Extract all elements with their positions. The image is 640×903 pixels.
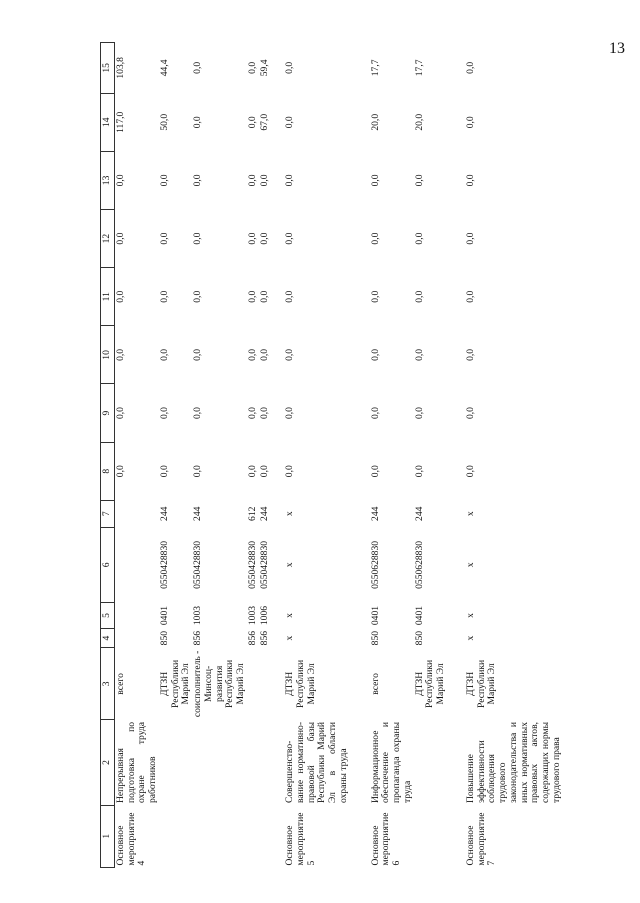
expense-code-cell: 244 xyxy=(158,506,170,521)
table-row xyxy=(115,43,159,868)
value-cell-col-10: 0,0 xyxy=(246,348,258,361)
table-row xyxy=(465,43,563,868)
value-cell-col-10: 0,0 xyxy=(258,348,270,361)
value-cell-col-11: 0,0 xyxy=(369,290,381,303)
section-code-cell: 1006 xyxy=(258,605,270,626)
executor-cell: всего xyxy=(369,673,381,695)
value-cell-col-15: 0,0 xyxy=(246,61,258,74)
value-cell-col-9: 0,0 xyxy=(284,407,296,420)
column-header-10: 10 xyxy=(101,326,115,384)
expense-code-cell: 612 xyxy=(246,506,258,521)
target-code-cell: х xyxy=(464,562,476,568)
value-cell-col-15: 0,0 xyxy=(284,61,296,74)
measure-cell: Основное мероприятие 6 xyxy=(369,812,403,866)
column-header-7: 7 xyxy=(101,500,115,527)
measure-cell: Основное мероприятие 5 xyxy=(284,812,317,866)
page-number: 13 xyxy=(609,40,625,57)
section-code-cell: 1003 xyxy=(192,605,204,626)
measure-cell xyxy=(192,805,247,867)
executor-cell: ДТЗН Республики Марий Эл xyxy=(284,659,317,708)
expense-code-cell: х xyxy=(284,511,296,517)
value-cell-col-9: 0,0 xyxy=(464,407,476,420)
expense-code-cell: 244 xyxy=(413,506,425,521)
column-header-1: 1 xyxy=(101,805,115,867)
target-code-cell: 0550628830 xyxy=(413,540,425,589)
column-header-9: 9 xyxy=(101,384,115,442)
section-code-cell: 0401 xyxy=(158,605,170,626)
value-cell-col-15: 0,0 xyxy=(192,61,204,74)
value-cell-col-14: 50,0 xyxy=(158,113,170,131)
value-cell-col-15: 59,4 xyxy=(258,59,270,77)
value-cell-col-9: 0,0 xyxy=(115,407,126,420)
section-code-cell: х xyxy=(284,613,296,618)
value-cell-col-11: 0,0 xyxy=(115,290,126,303)
executor-cell xyxy=(259,648,271,720)
executor-cell: ДТЗН Республики Марий Эл xyxy=(413,659,447,708)
value-cell-col-15: 17,7 xyxy=(369,59,381,77)
row-spacer xyxy=(447,43,465,868)
value-cell-col-11: 0,0 xyxy=(192,290,204,303)
section-code-cell: х xyxy=(464,613,476,618)
value-cell-col-8: 0,0 xyxy=(413,465,425,478)
target-code-cell: 0550428830 xyxy=(258,540,270,589)
value-cell-col-13: 0,0 xyxy=(464,174,476,187)
value-cell-col-12: 0,0 xyxy=(115,232,126,245)
column-header-5: 5 xyxy=(101,603,115,629)
measure-cell: Основное мероприятие 7 xyxy=(464,812,498,866)
value-cell-col-10: 0,0 xyxy=(284,348,296,361)
table-row xyxy=(259,43,271,868)
value-cell-col-11: 0,0 xyxy=(158,290,170,303)
value-cell-col-13: 0,0 xyxy=(369,174,381,187)
column-header-2: 2 xyxy=(101,720,115,805)
grbs-code-cell: 856 xyxy=(258,630,270,646)
value-cell-col-9: 0,0 xyxy=(413,407,425,420)
table-row xyxy=(192,43,247,868)
value-cell-col-9: 0,0 xyxy=(192,407,204,420)
value-cell-col-14: 117,0 xyxy=(115,111,126,133)
value-cell-col-8: 0,0 xyxy=(115,465,126,478)
section-code-cell: 0401 xyxy=(413,605,425,626)
executor-cell: всего xyxy=(115,673,126,695)
expense-code-cell: 244 xyxy=(192,506,204,521)
value-cell-col-8: 0,0 xyxy=(258,465,270,478)
column-header-14: 14 xyxy=(101,93,115,151)
measure-name-cell: Непрерывная подготовка по охране труда работников xyxy=(115,721,159,804)
column-header-11: 11 xyxy=(101,268,115,326)
value-cell-col-14: 0,0 xyxy=(246,116,258,129)
value-cell-col-11: 0,0 xyxy=(464,290,476,303)
value-cell-col-9: 0,0 xyxy=(369,407,381,420)
value-cell-col-13: 0,0 xyxy=(115,174,126,187)
column-header-3: 3 xyxy=(101,648,115,720)
measure-name-cell: Информационное обеспечение и пропаганда охраны труда xyxy=(369,721,413,804)
table-row xyxy=(247,43,259,868)
value-cell-col-14: 0,0 xyxy=(284,116,296,129)
value-cell-col-10: 0,0 xyxy=(158,348,170,361)
value-cell-col-14: 0,0 xyxy=(464,116,476,129)
target-code-cell: х xyxy=(284,562,296,568)
target-code-cell: 0550428830 xyxy=(246,540,258,589)
measure-cell xyxy=(414,805,447,867)
value-cell-col-11: 0,0 xyxy=(413,290,425,303)
value-cell-col-8: 0,0 xyxy=(192,465,204,478)
executor-cell: ДТЗН Республики Марий Эл xyxy=(464,659,498,708)
grbs-code-cell: 856 xyxy=(246,630,258,646)
value-cell-col-12: 0,0 xyxy=(369,232,381,245)
value-cell-col-12: 0,0 xyxy=(192,232,204,245)
value-cell-col-13: 0,0 xyxy=(258,174,270,187)
value-cell-col-8: 0,0 xyxy=(246,465,258,478)
column-header-4: 4 xyxy=(101,628,115,647)
value-cell-col-13: 0,0 xyxy=(192,174,204,187)
executor-cell: соисполнитель - Минсоц-развития Республики Марий Эл xyxy=(192,650,247,718)
header-row xyxy=(101,43,115,868)
table-row xyxy=(159,43,192,868)
grbs-code-cell: х xyxy=(464,635,476,641)
measure-cell xyxy=(247,805,259,867)
table-row xyxy=(414,43,447,868)
measure-cell xyxy=(259,805,271,867)
measure-name-cell xyxy=(159,720,192,805)
target-code-cell: 0550428830 xyxy=(192,540,204,589)
budget-table xyxy=(100,42,562,868)
value-cell-col-13: 0,0 xyxy=(246,174,258,187)
measure-cell: Основное мероприятие 4 xyxy=(115,812,148,866)
value-cell-col-10: 0,0 xyxy=(115,348,126,361)
value-cell-col-12: 0,0 xyxy=(258,232,270,245)
value-cell-col-12: 0,0 xyxy=(284,232,296,245)
value-cell-col-11: 0,0 xyxy=(258,290,270,303)
column-header-8: 8 xyxy=(101,442,115,500)
row-spacer-cell xyxy=(447,43,465,868)
row-spacer xyxy=(270,43,284,868)
measure-name-cell xyxy=(192,720,247,805)
value-cell-col-10: 0,0 xyxy=(413,348,425,361)
measure-name-cell xyxy=(259,720,271,805)
expense-code-cell: х xyxy=(464,511,476,517)
grbs-code-cell: 850 xyxy=(158,630,170,646)
value-cell-col-12: 0,0 xyxy=(413,232,425,245)
value-cell-col-15: 44,4 xyxy=(158,59,170,77)
column-header-15: 15 xyxy=(101,43,115,94)
table-row xyxy=(370,43,414,868)
value-cell-col-14: 20,0 xyxy=(369,113,381,131)
measure-cell xyxy=(159,805,192,867)
row-spacer-cell xyxy=(270,43,284,868)
grbs-code-cell: 850 xyxy=(413,630,425,646)
value-cell-col-15: 103,8 xyxy=(115,57,126,79)
measure-name-cell xyxy=(414,720,447,805)
target-code-cell xyxy=(115,527,159,602)
value-cell-col-13: 0,0 xyxy=(158,174,170,187)
target-code-cell: 0550628830 xyxy=(369,540,381,589)
value-cell-col-12: 0,0 xyxy=(158,232,170,245)
value-cell-col-8: 0,0 xyxy=(158,465,170,478)
value-cell-col-10: 0,0 xyxy=(369,348,381,361)
table-body xyxy=(115,43,563,868)
value-cell-col-9: 0,0 xyxy=(258,407,270,420)
value-cell-col-9: 0,0 xyxy=(158,407,170,420)
value-cell-col-8: 0,0 xyxy=(464,465,476,478)
executor-cell: ДТЗН Республики Марий Эл xyxy=(158,659,192,708)
row-spacer-cell xyxy=(350,43,370,868)
grbs-code-cell: 850 xyxy=(369,630,381,646)
value-cell-col-8: 0,0 xyxy=(369,465,381,478)
column-header-13: 13 xyxy=(101,151,115,209)
grbs-code-cell: 856 xyxy=(192,630,204,646)
measure-name-cell xyxy=(247,720,259,805)
measure-name-cell: Совершенство-вание нормативно-правовой базы Республики Марий Эл в области охраны труда xyxy=(284,721,349,804)
value-cell-col-8: 0,0 xyxy=(284,465,296,478)
expense-code-cell: 244 xyxy=(369,506,381,521)
target-code-cell: 0550428830 xyxy=(158,540,170,589)
value-cell-col-14: 0,0 xyxy=(192,116,204,129)
value-cell-col-9: 0,0 xyxy=(246,407,258,420)
grbs-code-cell xyxy=(115,628,159,647)
column-header-6: 6 xyxy=(101,527,115,602)
value-cell-col-10: 0,0 xyxy=(464,348,476,361)
value-cell-col-11: 0,0 xyxy=(284,290,296,303)
executor-cell xyxy=(247,648,259,720)
value-cell-col-14: 20,0 xyxy=(413,113,425,131)
row-spacer xyxy=(350,43,370,868)
section-code-cell: 0401 xyxy=(369,605,381,626)
rotated-table-container xyxy=(100,42,620,868)
value-cell-col-15: 17,7 xyxy=(413,59,425,77)
section-code-cell xyxy=(115,603,159,629)
column-header-12: 12 xyxy=(101,210,115,268)
measure-name-cell: Повышение эффективности соблюдения трудового законодательства и иных нормативных правовых актов, содержащих нормы трудового права xyxy=(464,721,562,804)
value-cell-col-13: 0,0 xyxy=(413,174,425,187)
value-cell-col-14: 67,0 xyxy=(258,113,270,131)
value-cell-col-13: 0,0 xyxy=(284,174,296,187)
table-row xyxy=(284,43,349,868)
value-cell-col-10: 0,0 xyxy=(192,348,204,361)
value-cell-col-12: 0,0 xyxy=(464,232,476,245)
expense-code-cell xyxy=(115,500,159,527)
section-code-cell: 1003 xyxy=(246,605,258,626)
value-cell-col-11: 0,0 xyxy=(246,290,258,303)
value-cell-col-12: 0,0 xyxy=(246,232,258,245)
value-cell-col-15: 0,0 xyxy=(464,61,476,74)
expense-code-cell: 244 xyxy=(258,506,270,521)
grbs-code-cell: х xyxy=(284,635,296,641)
